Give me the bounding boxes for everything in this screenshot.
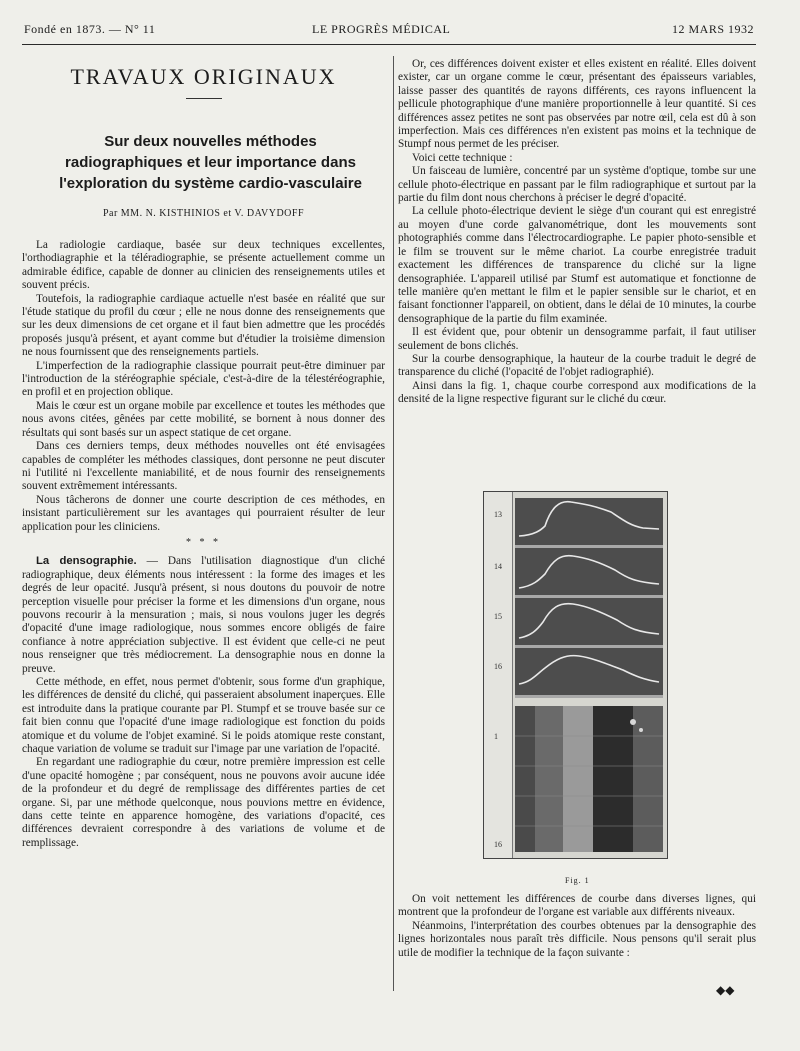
paragraph: Voici cette technique : [412, 151, 513, 164]
scale-label: 16 [494, 840, 502, 849]
article-title-line: Sur deux nouvelles méthodes [104, 133, 317, 150]
left-body-text [22, 239, 385, 850]
running-header [24, 22, 754, 40]
densogram-curve [519, 502, 659, 536]
densogram-curve [519, 656, 659, 684]
densographie-heading: La densographie. [36, 555, 137, 568]
densogram-curve [519, 604, 659, 638]
densogram-curves-panel [515, 498, 663, 698]
section-title-rule [186, 98, 222, 99]
header-founded: Fondé en 1873. — N° 11 [24, 22, 156, 36]
left-column [22, 58, 385, 850]
paragraph: Ainsi dans la fig. 1, chaque courbe correspond aux modifications de la densité de la ligne respective figurant sur le cliché du cœur. [398, 379, 756, 406]
figure-caption: Fig. 1 [565, 876, 590, 885]
paragraph: Toutefois, la radiographie cardiaque actuelle n'est basée en réalité que sur l'étude statique du profil du cœur ; elle ne nous donne des renseignements que sur les deux dimensions de cet organe et il faut bien admettre que les procédés proposés jusqu'à présent, et ayant comme but d'étudier la troisième dimension ne nous fournissent que des renseignements partiels. [22, 292, 385, 359]
paragraph: On voit nettement les différences de courbe dans diverses lignes, qui montrent que la profondeur de l'organe est variable aux différents niveaux. [398, 893, 756, 919]
article-authors: Par MM. N. KISTHINIOS et V. DAVYDOFF [102, 208, 305, 219]
paragraph: L'imperfection de la radiographie classique pourrait peut-être diminuer par l'introduction de la stéréographie spéciale, c'est-à-dire de la télestéréographie, en profil et en projection oblique. [22, 359, 385, 399]
heart-radiograph-image [515, 706, 663, 852]
end-ornament: ◆◆ [716, 983, 735, 997]
right-column [398, 58, 756, 407]
paragraph: Dans ces derniers temps, deux méthodes nouvelles ont été envisagées capables de compléter les méthodes classiques, dont personne ne peut discuter ni l'utilité ni l'excellente maniabilité, et de nous fournir des renseignements souvent extrêmement intéressants. [22, 440, 385, 493]
paragraph: La radiologie cardiaque, basée sur deux techniques excellentes, l'orthodiagraphie et la téléradiographie, se présente actuellement comme un admirable édifice, capable de donner au clinicien des renseignements utiles et souvent précis. [22, 239, 385, 292]
scale-label: 1 [494, 732, 498, 741]
densographie-paragraph [22, 555, 385, 676]
densogram-curves [515, 498, 663, 698]
scale-label: 16 [494, 662, 502, 671]
figure-line-scale [484, 492, 513, 858]
densogram-curve [519, 556, 659, 588]
paragraph: Il est évident que, pour obtenir un densogramme parfait, il faut utiliser seulement de bons clichés. [398, 326, 756, 352]
paragraph: Un faisceau de lumière, concentré par un système d'optique, tombe sur une cellule photo-électrique en passant par le film radiographique et surtout par la partie du film dont nous cherchons à préciser le degré d'opacité. [398, 165, 756, 205]
figure-densogram [483, 491, 668, 859]
header-issue-date: 12 MARS 1932 [671, 22, 754, 36]
header-rule [22, 44, 756, 45]
densographie-text: — Dans l'utilisation diagnostique d'un cliché radiographique, deux éléments nous intéressent : la forme des images et les degrés de leur opacité. Jusqu'à présent, si nous doutons du pouvoir de notre perception visuelle pour préciser la forme et les dimensions d'un organe, nous pouvons recourir à la mensuration ; mais, si nous voulons juger les degrés d'opacité d'une image radiologique, nous sommes encore obligés de faire confiance à notre appréciation subjective. Il est évident que celle-ci ne peut nous renseigner que très médiocrement. La densographie nous en donne la preuve. [22, 555, 385, 675]
section-title: TRAVAUX ORIGINAUX [70, 64, 337, 89]
paragraph: En regardant une radiographie du cœur, notre première impression est celle d'une opacité homogène ; par conséquent, nous ne pouvons avoir aucune idée de la profondeur et du degré de remplissage des différentes parties de cet organe. Si, par une méthode quelconque, nous pouvions mettre en évidence, dans cette teinte en apparence homogène, des variations d'opacité, ces différences devraient correspondre à des variations de volume et de remplissage. [22, 756, 385, 849]
paragraph: Nous tâcherons de donner une courte description de ces méthodes, en insistant particulièrement sur les avantages qui pourraient résulter de leur application pour les cliniciens. [22, 493, 385, 533]
scale-label: 15 [494, 612, 502, 621]
article-title-line: l'exploration du système cardio-vasculaire [59, 175, 362, 192]
radiograph-scan-lines [515, 706, 663, 852]
column-divider [393, 56, 394, 991]
paragraph: Mais le cœur est un organe mobile par excellence et toutes les méthodes que nous avons citées, gênées par cette mobilité, se bornent à nous donner des résultats qui sont basés sur un aspect statique de cet organe. [22, 399, 385, 439]
right-column-after-figure [398, 893, 756, 960]
paragraph: La cellule photo-électrique devient le siège d'un courant qui est enregistré au moyen d'une corde galvanométrique, dont les mouvements sont photographiés comme dans l'électrocardiographe. Le papier photo-sensible et le film se trouvent sur le même chariot. La courbe enregistrée traduit exactement les différences de transparence du cliché sur la ligne densographiée. L'appareil utilisé par Stumf est automatique et fonctionne de telle manière qu'en mettant le film et le papier sensible sur le chariot, et en faisant fonctionner l'appareil, on obtient, dans le délai de 10 minutes, la courbe densographique de la partie du film examinée. [398, 205, 756, 325]
paragraph: Néanmoins, l'interprétation des courbes obtenues par la densographie des lignes horizontales nous paraît très difficile. Nous pensons qu'il serait plus utile de modifier la technique de la façon suivante : [398, 919, 756, 959]
scale-label: 13 [494, 510, 502, 519]
section-separator: * * * [186, 536, 221, 548]
paragraph: Or, ces différences doivent exister et elles existent en réalité. Elles doivent exister, car un organe comme le cœur, présentant des épaisseurs variables, laisse passer des quantités de rayons différents, ces rayons influencent la pellicule photographique d'une manière proportionnelle à leur quantité. Si ces différences assez petites ne sont pas observées par notre œil, cela est dû à son imperfection. Mais ces différences n'en existent pas moins et la technique de Stumpf nous permet de les préciser. [398, 58, 756, 151]
header-journal-name: LE PROGRÈS MÉDICAL [312, 22, 451, 36]
scale-label: 14 [494, 562, 502, 571]
paragraph: Cette méthode, en effet, nous permet d'obtenir, sous forme d'un graphique, les différences de densité du cliché, qui passeraient absolument inaperçues. Elle est introduite dans la pratique courante par Pl. Stumpf et se trouve basée sur ce fait bien connu que l'opacité d'une image radiologique est fonction du poids atomique et du volume de l'objet examiné. Si le poids atomique reste constant, chaque variation de volume se traduit sur l'image par une variation de l'opacité. [22, 676, 385, 756]
paragraph: Sur la courbe densographique, la hauteur de la courbe traduit le degré de transparence du cliché (l'opacité de l'objet radiographié). [398, 352, 756, 379]
article-title-line: radiographiques et leur importance dans [65, 154, 356, 171]
article-title [36, 131, 385, 194]
